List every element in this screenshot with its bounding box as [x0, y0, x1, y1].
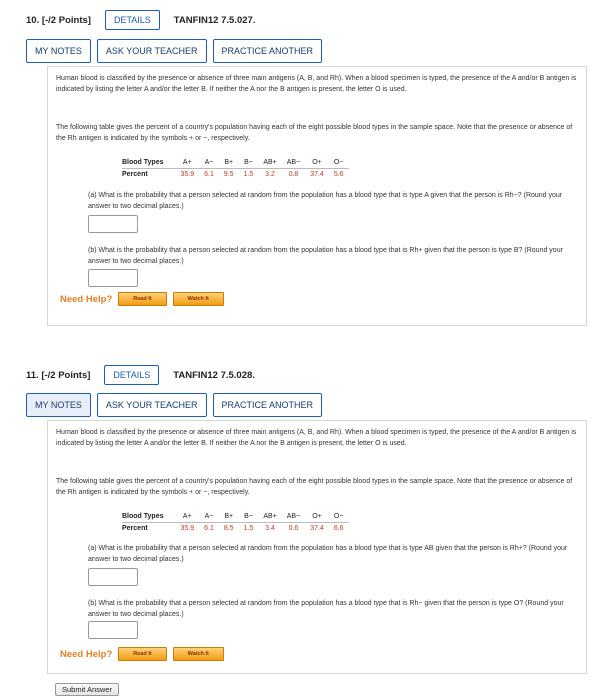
percent-cell: 6.6	[333, 525, 344, 532]
intro-text: Human blood is classified by the presence or absence of three main antigens (A, B, and Rh). When a blood specimen is typed, the presence of the A and/or B antigen is indicated by listing the letter A and/or the letter B. If neither the A nor the B antigen is present, the letter O is used.	[56, 429, 577, 447]
part-b-question: (b) What is the probability that a person selected at random from the population has a blood type that is Rh+ given that the person is type B? (Round your answer to two decimal places.)	[88, 247, 563, 265]
need-help-label: Need Help?	[60, 293, 113, 305]
blood-type-header: AB−	[282, 512, 305, 523]
ask-teacher-button[interactable]: ASK YOUR TEACHER	[97, 39, 207, 63]
blood-type-header: B−	[239, 158, 259, 169]
blood-type-table	[122, 158, 349, 179]
table-row	[122, 523, 349, 534]
percent-cell: 35.9	[180, 171, 195, 178]
blood-type-header: B+	[219, 512, 239, 523]
question-10-header	[26, 10, 255, 30]
blood-type-header: A+	[175, 158, 199, 169]
percent-cell: 3.2	[265, 171, 275, 178]
percent-cell: 0.6	[288, 525, 299, 532]
my-notes-button[interactable]: MY NOTES	[26, 39, 91, 63]
blood-type-header: AB−	[282, 158, 305, 169]
blood-type-header: A−	[199, 158, 219, 169]
blood-type-header: O−	[329, 512, 349, 523]
part-a-answer-input[interactable]	[88, 215, 138, 233]
blood-type-header: B−	[239, 512, 259, 523]
need-help-label: Need Help?	[60, 648, 113, 660]
part-b-answer-input[interactable]	[88, 621, 138, 639]
table-header-row	[122, 158, 349, 169]
read-it-button[interactable]: Read It	[118, 292, 166, 306]
percent-cell: 6.1	[204, 525, 214, 532]
my-notes-button[interactable]: MY NOTES	[26, 393, 91, 417]
percent-cell: 5.6	[333, 171, 344, 178]
part-a-question: (a) What is the probability that a person selected at random from the population has a blood type that is type A given that the person is Rh−? (Round your answer to two decimal places.)	[88, 192, 563, 210]
table-row	[122, 169, 349, 180]
percent-cell: 1.5	[243, 171, 254, 178]
blood-type-header: O+	[305, 158, 329, 169]
table-row-label: Percent	[122, 171, 148, 178]
percent-cell: 0.8	[288, 171, 299, 178]
blood-type-header: AB+	[258, 158, 281, 169]
practice-another-button[interactable]: PRACTICE ANOTHER	[213, 39, 323, 63]
watch-it-button[interactable]: Watch It	[173, 292, 224, 306]
question-10-body	[47, 66, 587, 326]
table-header-row	[122, 512, 349, 523]
percent-cell: 37.4	[310, 171, 324, 178]
blood-type-header: O−	[329, 158, 349, 169]
percent-cell: 9.5	[223, 171, 234, 178]
read-it-button[interactable]: Read It	[118, 647, 166, 661]
percent-cell: 1.5	[243, 525, 254, 532]
blood-type-header: B+	[219, 158, 239, 169]
part-a-answer-input[interactable]	[88, 568, 138, 586]
part-b-answer-input[interactable]	[88, 269, 138, 287]
question-10-toolbar	[26, 39, 322, 63]
question-code: TANFIN12 7.5.027.	[173, 14, 256, 26]
intro-text: Human blood is classified by the presence or absence of three main antigens (A, B, and Rh). When a blood specimen is typed, the presence of the A and/or B antigen is indicated by listing the letter A and/or the letter B. If neither the A nor the B antigen is present, the letter O is used.	[56, 75, 577, 93]
percent-cell: 35.9	[180, 525, 195, 532]
blood-type-header: A+	[175, 512, 199, 523]
need-help	[60, 647, 224, 661]
details-button[interactable]: DETAILS	[105, 10, 160, 30]
table-row-label: Percent	[122, 525, 148, 532]
question-11-toolbar	[26, 393, 322, 417]
watch-it-button[interactable]: Watch It	[173, 647, 224, 661]
blood-type-header: O+	[305, 512, 329, 523]
blood-type-table	[122, 512, 349, 533]
percent-cell: 3.4	[265, 525, 275, 532]
ask-teacher-button[interactable]: ASK YOUR TEACHER	[97, 393, 207, 417]
question-code: TANFIN12 7.5.028.	[173, 369, 255, 381]
table-row-label: Blood Types	[122, 158, 175, 169]
percent-cell: 6.1	[204, 171, 214, 178]
question-number: 11. [-/2 Points]	[26, 369, 91, 381]
part-a-question: (a) What is the probability that a person selected at random from the population has a blood type that is type AB given that the person is Rh+? (Round your answer to two decimal places.)	[88, 545, 568, 563]
percent-cell: 8.5	[223, 525, 234, 532]
table-row-label: Blood Types	[122, 512, 175, 523]
question-number: 10. [-/2 Points]	[26, 14, 91, 26]
table-intro-text: The following table gives the percent of a country's population having each of the eight possible blood types in the sample space. Note that the presence or absence of the Rh antigen is indicated by the symbols + or −, respectively.	[56, 478, 573, 496]
part-b-question: (b) What is the probability that a person selected at random from the population has a blood type that is Rh− given that the person is type O? (Round your answer to two decimal places.)	[88, 600, 564, 618]
blood-type-header: A−	[199, 512, 219, 523]
question-11-body	[47, 420, 587, 674]
submit-answer-button[interactable]: Submit Answer	[55, 683, 119, 696]
need-help	[60, 292, 224, 306]
percent-cell: 37.4	[310, 525, 324, 532]
table-intro-text: The following table gives the percent of a country's population having each of the eight possible blood types in the sample space. Note that the presence or absence of the Rh antigen is indicated by the symbols + or −, respectively.	[56, 124, 573, 142]
details-button[interactable]: DETAILS	[104, 365, 159, 385]
blood-type-header: AB+	[258, 512, 281, 523]
practice-another-button[interactable]: PRACTICE ANOTHER	[213, 393, 323, 417]
question-11-header	[26, 365, 255, 385]
